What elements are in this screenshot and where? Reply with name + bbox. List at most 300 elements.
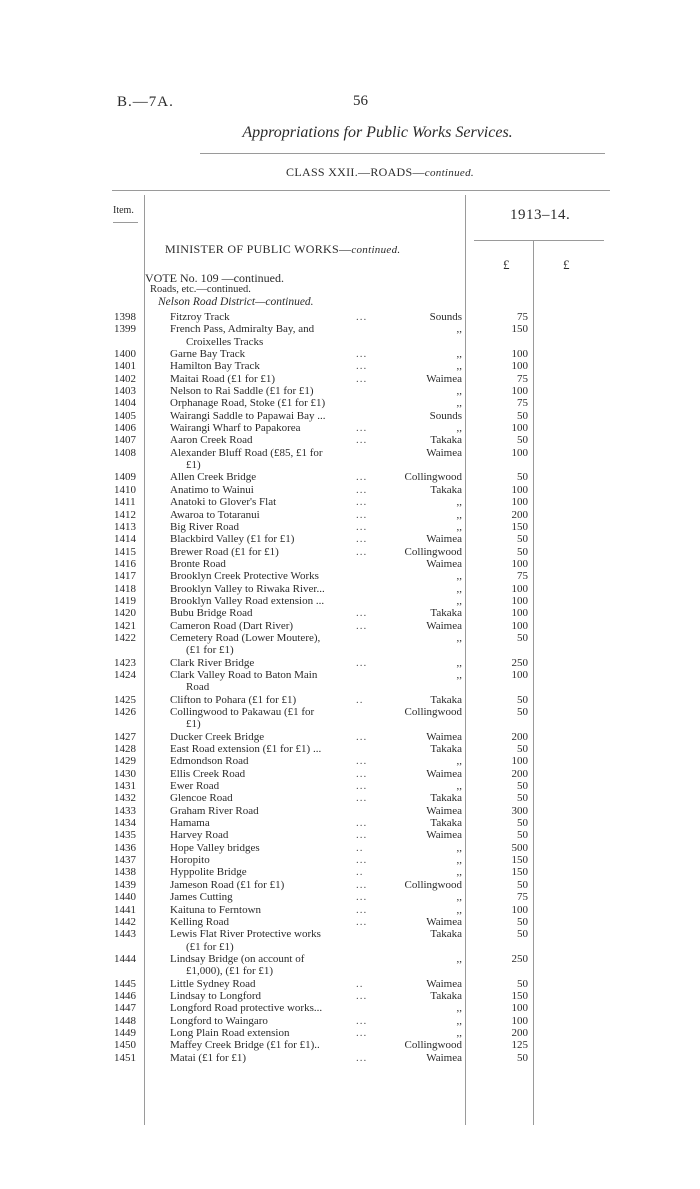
item-description-text: Allen Creek Bridge bbox=[170, 471, 257, 484]
district-name: ,, bbox=[456, 755, 462, 768]
table-row bbox=[0, 768, 700, 780]
item-description bbox=[170, 1027, 380, 1039]
amount-value: 50 bbox=[517, 743, 528, 756]
item-number: 1419 bbox=[114, 594, 136, 607]
table-row bbox=[0, 1015, 700, 1027]
item-description bbox=[170, 817, 380, 829]
amount-value: 50 bbox=[517, 817, 528, 830]
item-description-text: Brooklyn Creek Protective Works bbox=[170, 570, 319, 583]
amount-value: 50 bbox=[517, 780, 528, 793]
item-description-text: Awaroa to Totaranui bbox=[170, 508, 260, 521]
title-rule bbox=[200, 153, 605, 154]
leader-dots: .. bbox=[356, 841, 364, 854]
item-number: 1441 bbox=[114, 903, 136, 916]
amount-value: 50 bbox=[517, 533, 528, 546]
table-row bbox=[0, 373, 700, 385]
item-description-text: Clark River Bridge bbox=[170, 656, 255, 669]
amount-value: 50 bbox=[517, 471, 528, 484]
table-row bbox=[0, 780, 700, 792]
item-description bbox=[170, 311, 380, 323]
district-name: Waimea bbox=[426, 557, 462, 570]
district-name: ,, bbox=[456, 1014, 462, 1027]
district-name: ,, bbox=[456, 397, 462, 410]
amount-value: 200 bbox=[511, 1026, 528, 1039]
pound-sign-column-2: £ bbox=[563, 257, 570, 272]
item-description bbox=[170, 583, 380, 595]
amount-value: 100 bbox=[511, 594, 528, 607]
district-name: Waimea bbox=[426, 446, 462, 459]
item-number: 1429 bbox=[114, 755, 136, 768]
district-name: Waimea bbox=[426, 804, 462, 817]
amount-value: 150 bbox=[511, 989, 528, 1002]
item-number: 1410 bbox=[114, 483, 136, 496]
district-name: Waimea bbox=[426, 915, 462, 928]
item-description bbox=[170, 323, 380, 348]
table-row bbox=[0, 311, 700, 323]
item-description bbox=[170, 866, 380, 878]
district-name: Takaka bbox=[430, 483, 462, 496]
item-description-text: Brewer Road (£1 for £1) bbox=[170, 545, 279, 558]
item-number: 1448 bbox=[114, 1014, 136, 1027]
item-description bbox=[170, 879, 380, 891]
item-description bbox=[170, 1039, 380, 1051]
item-description-text: Garne Bay Track bbox=[170, 348, 246, 361]
table-row bbox=[0, 978, 700, 990]
item-number: 1418 bbox=[114, 582, 136, 595]
item-description-continued: Croixelles Tracks bbox=[186, 335, 264, 348]
amount-value: 150 bbox=[511, 520, 528, 533]
amount-value: 250 bbox=[511, 952, 528, 965]
amount-value: 50 bbox=[517, 977, 528, 990]
item-description-text: Glencoe Road bbox=[170, 792, 233, 805]
leader-dots: ... bbox=[356, 520, 368, 533]
leader-dots: ... bbox=[356, 891, 368, 904]
district-name: ,, bbox=[456, 952, 462, 965]
item-description-text: Cemetery Road (Lower Moutere), bbox=[170, 631, 321, 644]
item-description-text: Long Plain Road extension bbox=[170, 1026, 290, 1039]
item-number: 1436 bbox=[114, 841, 136, 854]
leader-dots: ... bbox=[356, 360, 368, 373]
district-name: Takaka bbox=[430, 693, 462, 706]
item-description-text: Aaron Creek Road bbox=[170, 434, 253, 447]
district-name: ,, bbox=[456, 891, 462, 904]
district-name: ,, bbox=[456, 594, 462, 607]
item-description bbox=[170, 1002, 380, 1014]
item-description-text: Kelling Road bbox=[170, 915, 229, 928]
district-name: ,, bbox=[456, 780, 462, 793]
leader-dots: ... bbox=[356, 434, 368, 447]
amount-value: 100 bbox=[511, 903, 528, 916]
amount-value: 50 bbox=[517, 792, 528, 805]
item-number: 1421 bbox=[114, 619, 136, 632]
district-name: ,, bbox=[456, 570, 462, 583]
table-row bbox=[0, 1027, 700, 1039]
item-number: 1439 bbox=[114, 878, 136, 891]
item-description bbox=[170, 792, 380, 804]
roads-subheading: Roads, etc.—continued. bbox=[150, 284, 251, 295]
amount-value: 50 bbox=[517, 706, 528, 718]
amount-value: 50 bbox=[517, 1051, 528, 1064]
item-description bbox=[170, 768, 380, 780]
district-name: Takaka bbox=[430, 434, 462, 447]
table-row bbox=[0, 1039, 700, 1051]
item-description-text: Edmondson Road bbox=[170, 755, 249, 768]
district-name: Collingwood bbox=[404, 545, 462, 558]
item-number: 1427 bbox=[114, 730, 136, 743]
table-row bbox=[0, 360, 700, 372]
leader-dots: .. bbox=[356, 977, 364, 990]
item-description-text: Ellis Creek Road bbox=[170, 767, 246, 780]
item-number: 1444 bbox=[114, 952, 136, 965]
district-name: ,, bbox=[456, 422, 462, 435]
item-number: 1414 bbox=[114, 533, 136, 546]
amount-value: 50 bbox=[517, 878, 528, 891]
item-number: 1443 bbox=[114, 928, 136, 941]
table-row bbox=[0, 583, 700, 595]
item-description bbox=[170, 422, 380, 434]
leader-dots: ... bbox=[356, 311, 368, 323]
district-name: ,, bbox=[456, 854, 462, 867]
table-row bbox=[0, 817, 700, 829]
district-name: ,, bbox=[456, 903, 462, 916]
table-row bbox=[0, 669, 700, 694]
item-number: 1398 bbox=[114, 311, 136, 323]
table-row bbox=[0, 558, 700, 570]
item-number: 1425 bbox=[114, 693, 136, 706]
item-number: 1422 bbox=[114, 631, 136, 644]
leader-dots: ... bbox=[356, 767, 368, 780]
amount-value: 200 bbox=[511, 767, 528, 780]
table-row bbox=[0, 607, 700, 619]
amount-value: 50 bbox=[517, 545, 528, 558]
leader-dots: ... bbox=[356, 903, 368, 916]
item-header-underline bbox=[113, 222, 138, 223]
table-row bbox=[0, 891, 700, 903]
amount-value: 75 bbox=[517, 311, 528, 323]
table-row bbox=[0, 521, 700, 533]
item-description-text: Graham River Road bbox=[170, 804, 259, 817]
item-description-text: Anatoki to Glover's Flat bbox=[170, 496, 277, 509]
table-row bbox=[0, 928, 700, 953]
item-description bbox=[170, 348, 380, 360]
item-number: 1401 bbox=[114, 360, 136, 373]
item-description bbox=[170, 891, 380, 903]
item-number: 1406 bbox=[114, 422, 136, 435]
item-number: 1447 bbox=[114, 1002, 136, 1015]
item-description bbox=[170, 829, 380, 841]
district-name: Sounds bbox=[429, 311, 462, 323]
item-description-text: Hope Valley bridges bbox=[170, 841, 260, 854]
item-description bbox=[170, 410, 380, 422]
district-name: ,, bbox=[456, 323, 462, 336]
item-number: 1428 bbox=[114, 743, 136, 756]
item-description bbox=[170, 558, 380, 570]
item-description bbox=[170, 521, 380, 533]
district-name: Waimea bbox=[426, 767, 462, 780]
amount-value: 100 bbox=[511, 483, 528, 496]
item-description-text: Ducker Creek Bridge bbox=[170, 730, 265, 743]
item-description bbox=[170, 805, 380, 817]
amount-value: 100 bbox=[511, 1002, 528, 1015]
item-number: 1409 bbox=[114, 471, 136, 484]
item-description-text: Clark Valley Road to Baton Main bbox=[170, 668, 318, 681]
leader-dots: .. bbox=[356, 693, 364, 706]
table-row bbox=[0, 1052, 700, 1064]
item-number: 1445 bbox=[114, 977, 136, 990]
item-description-text: Fitzroy Track bbox=[170, 311, 230, 323]
district-name: Waimea bbox=[426, 533, 462, 546]
amount-value: 50 bbox=[517, 915, 528, 928]
district-name: Waimea bbox=[426, 372, 462, 385]
table-row bbox=[0, 706, 700, 731]
district-name: Takaka bbox=[430, 743, 462, 756]
amount-value: 50 bbox=[517, 928, 528, 941]
item-description-text: Ewer Road bbox=[170, 780, 220, 793]
district-name: ,, bbox=[456, 385, 462, 398]
appropriation-table-body bbox=[0, 311, 700, 1064]
item-number: 1405 bbox=[114, 409, 136, 422]
table-row bbox=[0, 496, 700, 508]
item-description-continued: Road bbox=[186, 681, 210, 694]
district-name: ,, bbox=[456, 582, 462, 595]
table-row bbox=[0, 879, 700, 891]
leader-dots: ... bbox=[356, 989, 368, 1002]
amount-value: 75 bbox=[517, 891, 528, 904]
table-row bbox=[0, 805, 700, 817]
district-name: Takaka bbox=[430, 817, 462, 830]
district-name: ,, bbox=[456, 631, 462, 644]
table-row bbox=[0, 657, 700, 669]
item-description bbox=[170, 928, 380, 953]
leader-dots: ... bbox=[356, 854, 368, 867]
item-description-text: Wairangi Wharf to Papakorea bbox=[170, 422, 301, 435]
table-row bbox=[0, 570, 700, 582]
item-description-text: Maitai Road (£1 for £1) bbox=[170, 372, 276, 385]
item-description-continued: (£1 for £1) bbox=[186, 940, 234, 953]
item-description-text: Bubu Bridge Road bbox=[170, 607, 253, 620]
item-number: 1424 bbox=[114, 668, 136, 681]
table-row bbox=[0, 595, 700, 607]
item-description bbox=[170, 916, 380, 928]
item-number: 1407 bbox=[114, 434, 136, 447]
item-description-text: Horopito bbox=[170, 854, 210, 867]
item-description bbox=[170, 447, 380, 472]
item-number: 1404 bbox=[114, 397, 136, 410]
table-row bbox=[0, 953, 700, 978]
amount-value: 200 bbox=[511, 730, 528, 743]
amount-value: 100 bbox=[511, 496, 528, 509]
table-row bbox=[0, 829, 700, 841]
district-name: Waimea bbox=[426, 977, 462, 990]
item-description-text: Little Sydney Road bbox=[170, 977, 256, 990]
amount-value: 100 bbox=[511, 607, 528, 620]
table-row bbox=[0, 792, 700, 804]
item-description bbox=[170, 373, 380, 385]
item-description-continued: £1) bbox=[186, 718, 201, 731]
leader-dots: ... bbox=[356, 1026, 368, 1039]
item-description-text: James Cutting bbox=[170, 891, 233, 904]
leader-dots: ... bbox=[356, 422, 368, 435]
district-name: Collingwood bbox=[404, 1039, 462, 1052]
table-row bbox=[0, 385, 700, 397]
amount-value: 100 bbox=[511, 668, 528, 681]
item-number: 1446 bbox=[114, 989, 136, 1002]
item-description-text: Big River Road bbox=[170, 520, 240, 533]
district-name: ,, bbox=[456, 841, 462, 854]
district-name: Takaka bbox=[430, 792, 462, 805]
leader-dots: ... bbox=[356, 496, 368, 509]
table-row bbox=[0, 916, 700, 928]
page-title: Appropriations for Public Works Services. bbox=[242, 124, 513, 141]
class-title-continued: continued. bbox=[424, 167, 474, 179]
item-description-text: Brooklyn Valley Road extension ... bbox=[170, 594, 325, 607]
district-name: ,, bbox=[456, 1026, 462, 1039]
item-description bbox=[170, 706, 380, 731]
item-number: 1423 bbox=[114, 656, 136, 669]
item-description-text: Cameron Road (Dart River) bbox=[170, 619, 294, 632]
table-row bbox=[0, 397, 700, 409]
item-description bbox=[170, 607, 380, 619]
leader-dots: ... bbox=[356, 471, 368, 484]
item-description bbox=[170, 755, 380, 767]
leader-dots: ... bbox=[356, 483, 368, 496]
item-description bbox=[170, 657, 380, 669]
item-description-text: Brooklyn Valley to Riwaka River... bbox=[170, 582, 325, 595]
district-name: Collingwood bbox=[404, 878, 462, 891]
table-row bbox=[0, 904, 700, 916]
item-description-text: Matai (£1 for £1) bbox=[170, 1051, 247, 1064]
district-name: ,, bbox=[456, 348, 462, 361]
leader-dots: ... bbox=[356, 817, 368, 830]
item-description bbox=[170, 509, 380, 521]
item-number: 1426 bbox=[114, 706, 136, 718]
item-number: 1415 bbox=[114, 545, 136, 558]
table-row bbox=[0, 1002, 700, 1014]
item-description bbox=[170, 1015, 380, 1027]
vote-heading: VOTE No. 109 —continued. bbox=[145, 271, 284, 285]
amount-value: 50 bbox=[517, 631, 528, 644]
item-description-text: French Pass, Admiralty Bay, and bbox=[170, 323, 315, 336]
item-description bbox=[170, 570, 380, 582]
item-description-continued: £1,000), (£1 for £1) bbox=[186, 965, 274, 978]
item-description-text: Wairangi Saddle to Papawai Bay ... bbox=[170, 409, 326, 422]
amount-value: 150 bbox=[511, 323, 528, 336]
item-number: 1403 bbox=[114, 385, 136, 398]
leader-dots: .. bbox=[356, 866, 364, 879]
leader-dots: ... bbox=[356, 755, 368, 768]
leader-dots: ... bbox=[356, 372, 368, 385]
leader-dots: ... bbox=[356, 915, 368, 928]
table-row bbox=[0, 323, 700, 348]
item-column-header: Item. bbox=[113, 205, 134, 216]
item-number: 1434 bbox=[114, 817, 136, 830]
amount-value: 100 bbox=[511, 755, 528, 768]
amount-value: 50 bbox=[517, 693, 528, 706]
item-description-text: East Road extension (£1 for £1) ... bbox=[170, 743, 322, 756]
amount-value: 50 bbox=[517, 434, 528, 447]
item-number: 1402 bbox=[114, 372, 136, 385]
class-title-main: CLASS XXII.—ROADS— bbox=[286, 165, 425, 179]
district-name: ,, bbox=[456, 508, 462, 521]
leader-dots: ... bbox=[356, 545, 368, 558]
item-number: 1420 bbox=[114, 607, 136, 620]
amount-value: 75 bbox=[517, 570, 528, 583]
amount-value: 50 bbox=[517, 829, 528, 842]
page-number: 56 bbox=[353, 93, 368, 109]
district-name: ,, bbox=[456, 360, 462, 373]
table-row bbox=[0, 743, 700, 755]
item-number: 1442 bbox=[114, 915, 136, 928]
table-row bbox=[0, 471, 700, 483]
item-description-text: Clifton to Pohara (£1 for £1) bbox=[170, 693, 297, 706]
item-description bbox=[170, 978, 380, 990]
district-name: Takaka bbox=[430, 607, 462, 620]
item-description bbox=[170, 632, 380, 657]
item-description-text: Longford to Waingaro bbox=[170, 1014, 268, 1027]
item-description-text: Orphanage Road, Stoke (£1 for £1) bbox=[170, 397, 326, 410]
item-description-text: Kaituna to Ferntown bbox=[170, 903, 262, 916]
item-number: 1411 bbox=[114, 496, 136, 509]
amount-value: 125 bbox=[511, 1039, 528, 1052]
document-reference: B.—7A. bbox=[117, 94, 174, 110]
item-description bbox=[170, 360, 380, 372]
item-description-text: Blackbird Valley (£1 for £1) bbox=[170, 533, 295, 546]
item-number: 1449 bbox=[114, 1026, 136, 1039]
amount-value: 100 bbox=[511, 1014, 528, 1027]
item-number: 1450 bbox=[114, 1039, 136, 1052]
item-description-text: Nelson to Rai Saddle (£1 for £1) bbox=[170, 385, 314, 398]
item-description bbox=[170, 743, 380, 755]
item-description bbox=[170, 397, 380, 409]
pound-sign-column-1: £ bbox=[503, 257, 510, 272]
amount-value: 250 bbox=[511, 656, 528, 669]
item-description-text: Hamama bbox=[170, 817, 210, 830]
item-description-text: Hyppolite Bridge bbox=[170, 866, 247, 879]
item-number: 1432 bbox=[114, 792, 136, 805]
amount-value: 100 bbox=[511, 360, 528, 373]
item-number: 1408 bbox=[114, 446, 136, 459]
table-row bbox=[0, 410, 700, 422]
leader-dots: ... bbox=[356, 780, 368, 793]
item-description bbox=[170, 385, 380, 397]
leader-dots: ... bbox=[356, 1014, 368, 1027]
item-number: 1440 bbox=[114, 891, 136, 904]
item-description bbox=[170, 533, 380, 545]
table-row bbox=[0, 731, 700, 743]
minister-heading bbox=[165, 242, 400, 257]
amount-value: 50 bbox=[517, 409, 528, 422]
item-description-continued: £1) bbox=[186, 459, 201, 472]
item-description-text: Maffey Creek Bridge (£1 for £1).. bbox=[170, 1039, 320, 1052]
item-description-text: Lewis Flat River Protective works bbox=[170, 928, 321, 941]
district-name: Waimea bbox=[426, 829, 462, 842]
table-row bbox=[0, 620, 700, 632]
amount-value: 75 bbox=[517, 397, 528, 410]
amount-header-rule bbox=[474, 240, 604, 241]
item-description-text: Lindsay to Longford bbox=[170, 989, 262, 1002]
district-name: Takaka bbox=[430, 989, 462, 1002]
item-number: 1437 bbox=[114, 854, 136, 867]
district-name: ,, bbox=[456, 656, 462, 669]
item-description bbox=[170, 904, 380, 916]
item-number: 1435 bbox=[114, 829, 136, 842]
table-row bbox=[0, 434, 700, 446]
item-description bbox=[170, 731, 380, 743]
item-number: 1416 bbox=[114, 557, 136, 570]
table-row bbox=[0, 632, 700, 657]
leader-dots: ... bbox=[356, 730, 368, 743]
leader-dots: ... bbox=[356, 792, 368, 805]
